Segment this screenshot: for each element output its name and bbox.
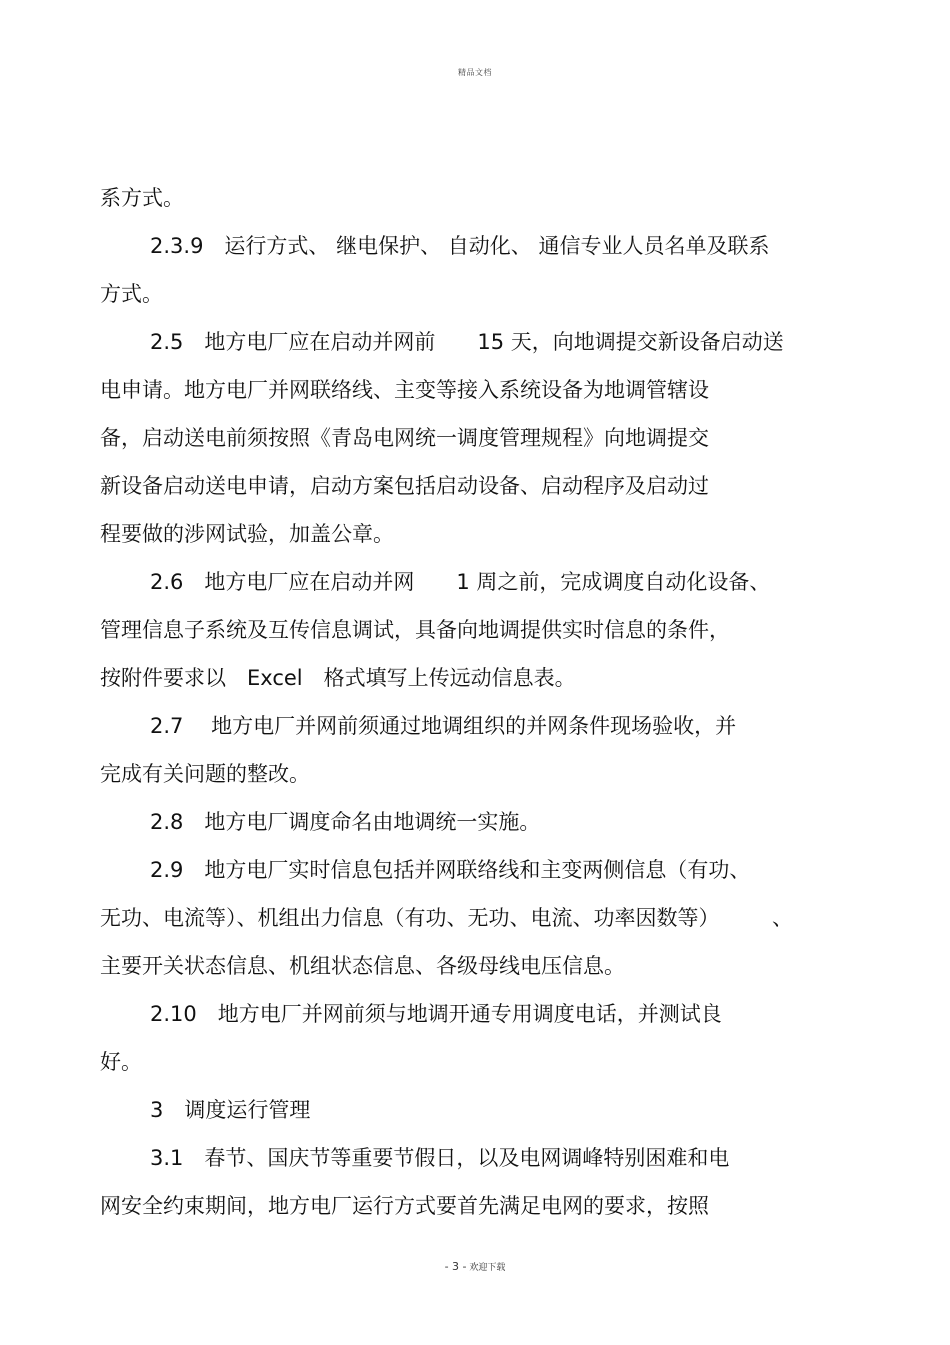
line-20: 3 调度运行管理 <box>150 1098 311 1122</box>
line-1: 系方式。 <box>100 186 184 210</box>
line-5: 电申请。地方电厂并网联络线、主变等接入系统设备为地调管辖设 <box>100 378 709 402</box>
line-16: 无功、电流等）、机组出力信息（有功、无功、电流、功率因数等） 、 <box>100 906 793 930</box>
line-18: 2.10 地方电厂并网前须与地调开通专用调度电话，并测试良 <box>150 1002 722 1026</box>
line-7: 新设备启动送电申请，启动方案包括启动设备、启动程序及启动过 <box>100 474 709 498</box>
line-9: 2.6 地方电厂应在启动并网 1 周之前，完成调度自动化设备、 <box>150 570 771 594</box>
line-4: 2.5 地方电厂应在启动并网前 15 天，向地调提交新设备启动送 <box>150 330 784 354</box>
footer-text: 欢迎下载 <box>469 1263 506 1273</box>
line-6: 备，启动送电前须按照《青岛电网统一调度管理规程》向地调提交 <box>100 426 709 450</box>
page-footer <box>0 1260 950 1273</box>
line-2: 2.3.9 运行方式、 继电保护、 自动化、 通信专业人员名单及联系 <box>150 234 770 258</box>
line-14: 2.8 地方电厂调度命名由地调统一实施。 <box>150 810 541 834</box>
line-15: 2.9 地方电厂实时信息包括并网联络线和主变两侧信息（有功、 <box>150 858 751 882</box>
line-8: 程要做的涉网试验，加盖公章。 <box>100 522 394 546</box>
line-21: 3.1 春节、国庆节等重要节假日，以及电网调峰特别困难和电 <box>150 1146 730 1170</box>
line-11: 按附件要求以 Excel 格式填写上传远动信息表。 <box>100 666 576 690</box>
line-17: 主要开关状态信息、机组状态信息、各级母线电压信息。 <box>100 954 625 978</box>
line-10: 管理信息子系统及互传信息调试，具备向地调提供实时信息的条件， <box>100 618 730 642</box>
line-19: 好。 <box>100 1050 142 1074</box>
line-13: 完成有关问题的整改。 <box>100 762 310 786</box>
line-12: 2.7 地方电厂并网前须通过地调组织的并网条件现场验收，并 <box>150 714 737 738</box>
line-22: 网安全约束期间，地方电厂运行方式要首先满足电网的要求，按照 <box>100 1194 709 1218</box>
page-header: 精品文档 <box>458 68 492 77</box>
page-number: - 3 - <box>444 1260 467 1273</box>
line-3: 方式。 <box>100 282 163 306</box>
